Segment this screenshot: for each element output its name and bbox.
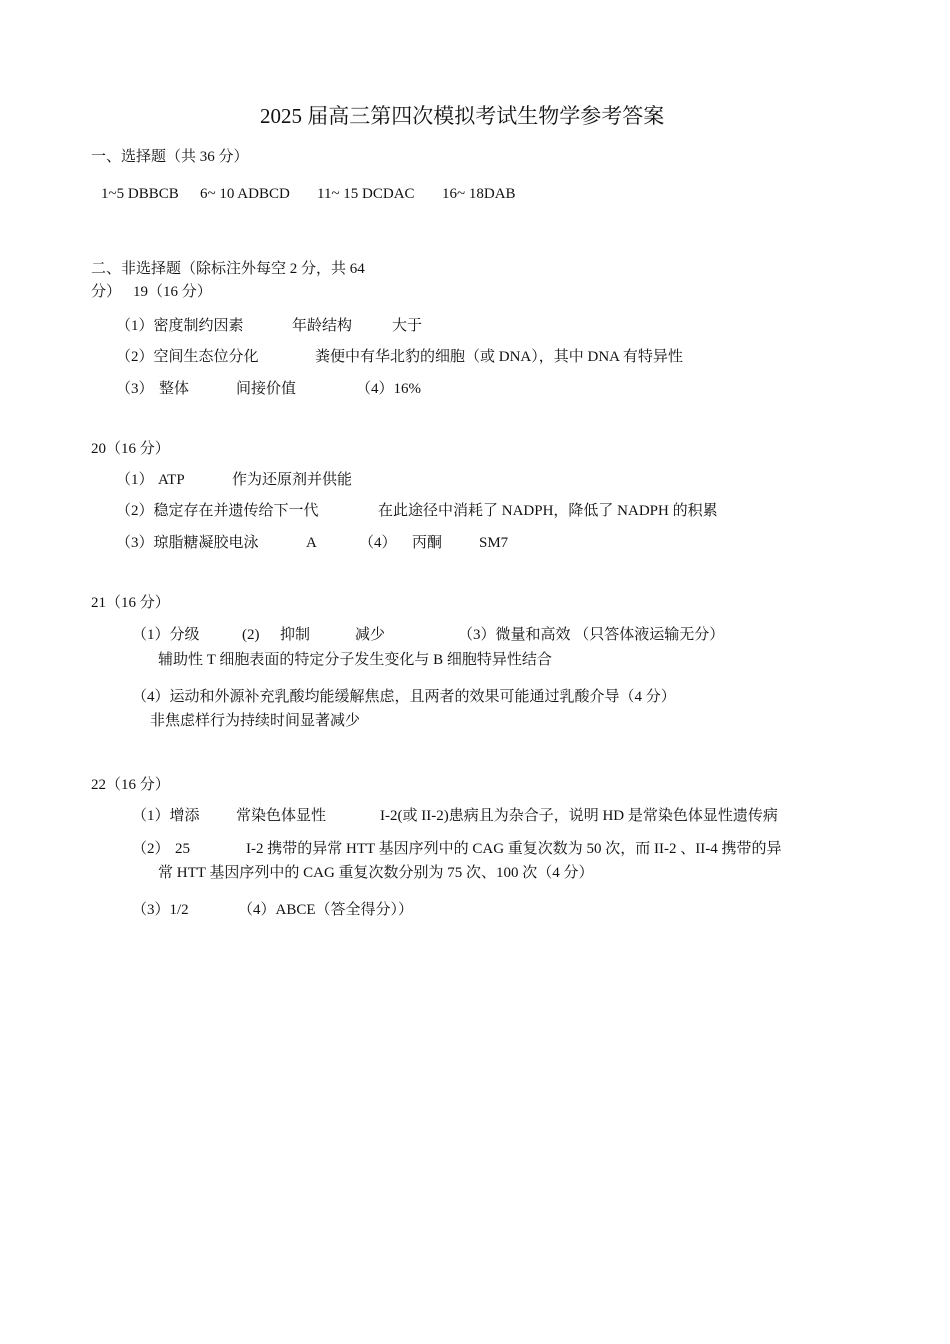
q19-heading: 19（16 分） [133, 284, 212, 300]
q20-r3-c: （4） [359, 535, 397, 551]
q20-r1-c: 作为还原剂并供能 [232, 472, 353, 488]
q19-r3-d: （4）16% [356, 381, 421, 397]
q20-r3-e: SM7 [479, 535, 509, 551]
mc-answers-1: 1~5 DBBCB [101, 186, 179, 202]
q20-r3-d: 丙酮 [412, 535, 443, 551]
q19-r2-a: （2）空间生态位分化 [116, 349, 259, 365]
q22-heading: 22（16 分） [91, 777, 170, 793]
q21-r1-b: (2) [242, 627, 260, 643]
mc-answers-3: 11~ 15 DCDAC [317, 186, 415, 202]
q22-r1-a: （1）增添 [132, 808, 200, 824]
q20-r1-b: ATP [158, 472, 185, 488]
q22-r1-b: 常染色体显性 [236, 808, 327, 824]
q22-r3-a: （3）1/2 [132, 902, 189, 918]
q22-r1-c: I-2(或 II-2)患病且为杂合子，说明 HD 是常染色体显性遗传病 [380, 808, 778, 824]
q20-r3-b: A [306, 535, 317, 551]
q19-r3-c: 间接价值 [236, 381, 297, 397]
q20-r2-b: 在此途径中消耗了 NADPH，降低了 NADPH 的积累 [378, 503, 718, 519]
q20-r1-a: （1） [116, 472, 154, 488]
q19-r1-c: 大于 [392, 318, 423, 334]
mc-answers-2: 6~ 10 ADBCD [200, 186, 290, 202]
section2-heading: 二、非选择题（除标注外每空 2 分，共 64 [91, 261, 365, 277]
q21-r1-d: 减少 [355, 627, 386, 643]
q21-r2: （4）运动和外源补充乳酸均能缓解焦虑，且两者的效果可能通过乳酸介导（4 分） [132, 689, 676, 705]
q20-heading: 20（16 分） [91, 441, 170, 457]
mc-answers-4: 16~ 18DAB [442, 186, 516, 202]
q19-r3-a: （3） [116, 381, 154, 397]
q22-r2b: 常 HTT 基因序列中的 CAG 重复次数分别为 75 次、100 次（4 分） [158, 865, 594, 881]
q22-r3-b: （4）ABCE（答全得分）） [238, 902, 414, 918]
q22-r2-c: I-2 携带的异常 HTT 基因序列中的 CAG 重复次数为 50 次，而 II-2 、II-4 携带的异 [246, 841, 782, 857]
q22-r2-b: 25 [175, 841, 190, 857]
section2-heading-cont: 分） [91, 284, 122, 300]
q20-r2-a: （2）稳定存在并遗传给下一代 [116, 503, 319, 519]
section1-heading: 一、选择题（共 36 分） [91, 149, 249, 165]
q21-r2b: 非焦虑样行为持续时间显著减少 [150, 713, 361, 729]
q21-r1b: 辅助性 T 细胞表面的特定分子发生变化与 B 细胞特异性结合 [158, 652, 552, 668]
q19-r1-b: 年龄结构 [292, 318, 353, 334]
q19-r2-b: 粪便中有华北豹的细胞（或 DNA），其中 DNA 有特异性 [315, 349, 683, 365]
q21-r1-e: （3）微量和高效 （只答体液运输无分） [458, 627, 725, 643]
q21-r1-a: （1）分级 [132, 627, 200, 643]
q21-heading: 21（16 分） [91, 595, 170, 611]
q21-r1-c: 抑制 [280, 627, 311, 643]
q22-r2-a: （2） [132, 841, 170, 857]
q19-r1-a: （1）密度制约因素 [116, 318, 244, 334]
page-title: 2025 届高三第四次模拟考试生物学参考答案 [260, 104, 665, 128]
q19-r3-b: 整体 [159, 381, 190, 397]
q20-r3-a: （3）琼脂糖凝胶电泳 [116, 535, 259, 551]
